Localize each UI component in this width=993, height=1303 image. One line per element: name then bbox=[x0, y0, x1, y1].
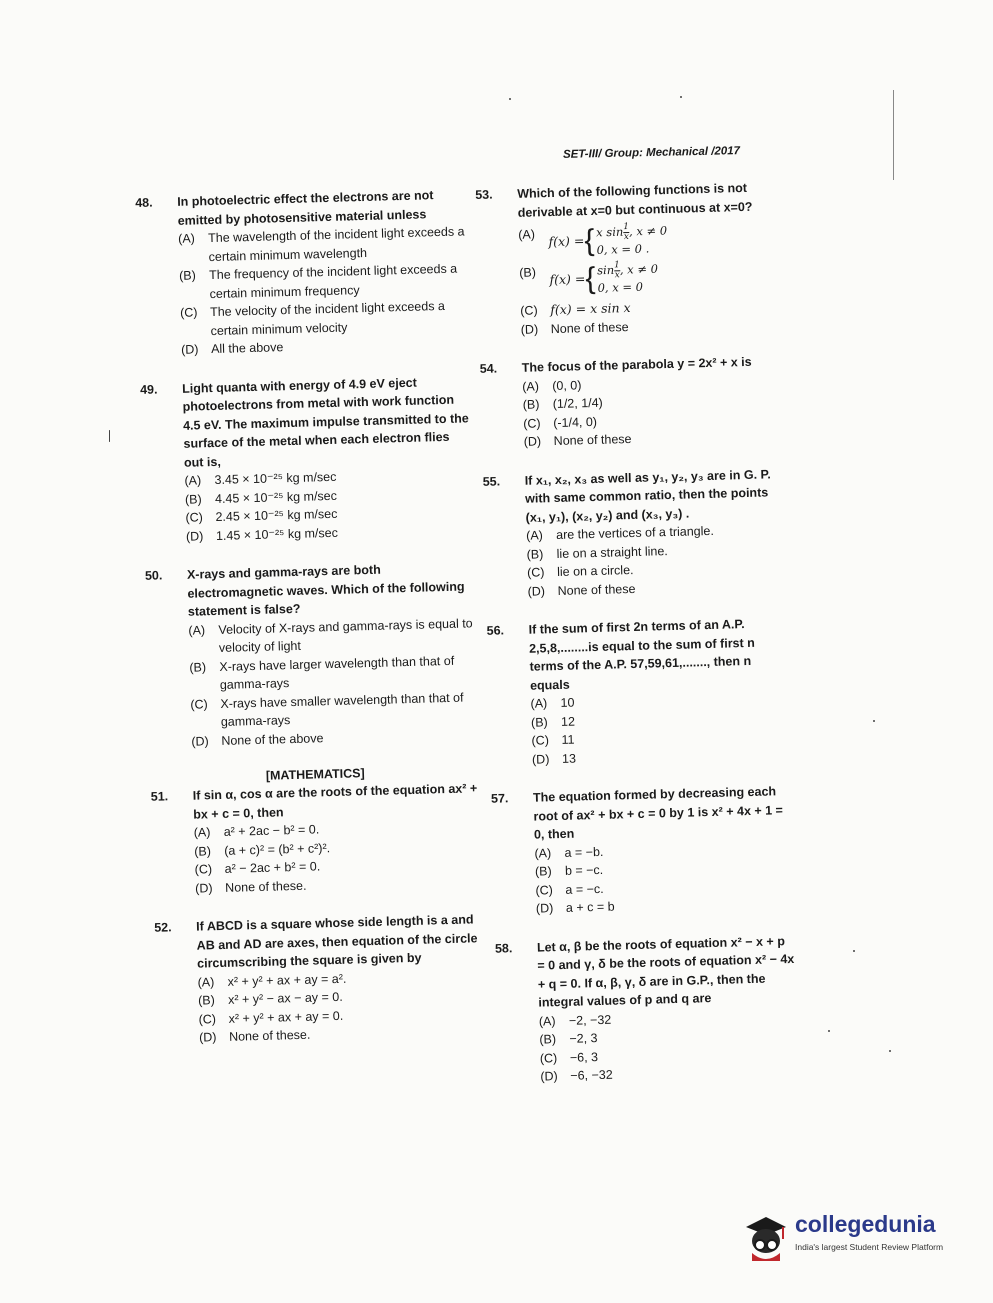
option-label: (A) bbox=[525, 528, 544, 543]
piecewise-function-a bbox=[548, 219, 777, 259]
option-label: (B) bbox=[197, 993, 215, 1008]
question-54 bbox=[480, 352, 782, 452]
option-label: (D) bbox=[535, 901, 554, 916]
option-label: (C) bbox=[526, 565, 545, 580]
option-label: (B) bbox=[539, 1032, 557, 1047]
option-text: a = −c. bbox=[565, 881, 604, 897]
question-body bbox=[187, 558, 480, 750]
option-label: (B) bbox=[530, 714, 548, 730]
question-stem: If the sum of first 2n terms of an A.P. 2,5,8,........is equal to the sum of first n terms of the A.P. 57,59,61,......., then n equals bbox=[528, 617, 755, 693]
option-label: (C) bbox=[198, 1011, 217, 1027]
option-label: (A) bbox=[538, 1013, 556, 1029]
function-lhs: f(x) = bbox=[549, 270, 586, 287]
scan-speck bbox=[509, 98, 511, 100]
option-text: x² + y² + ax + ay = 0. bbox=[228, 1008, 344, 1026]
option-text: x² + y² + ax + ay = a². bbox=[227, 971, 347, 989]
option-text: All the above bbox=[210, 340, 284, 357]
option-label: (B) bbox=[534, 864, 552, 879]
question-stem: Which of the following functions is not derivable at x=0 but continuous at x=0? bbox=[517, 180, 753, 220]
option-text: 13 bbox=[561, 751, 577, 766]
option-label: (D) bbox=[198, 1030, 217, 1045]
option-text: (-1/4, 0) bbox=[553, 414, 598, 430]
option-text: −2, 3 bbox=[569, 1031, 598, 1046]
question-49 bbox=[140, 372, 474, 547]
piece-rows bbox=[596, 222, 668, 258]
option-text: X-rays have smaller wavelength than that of gamma-rays bbox=[220, 690, 464, 729]
question-stem: Light quanta with energy of 4.9 eV eject photoelectrons from metal with work function 4.5 eV. The maximum impulse transmitted to the surface of the metal when each electron flies out is, bbox=[181, 375, 469, 470]
left-column bbox=[135, 185, 488, 1068]
option-text: (1/2, 1/4) bbox=[552, 395, 603, 412]
option-label: (A) bbox=[518, 227, 536, 242]
question-52 bbox=[154, 910, 487, 1048]
question-body bbox=[537, 931, 799, 1086]
option-text: X-rays have larger wavelength than that of gamma-rays bbox=[219, 653, 455, 692]
option-text: None of these bbox=[557, 581, 636, 598]
option-label: (C) bbox=[194, 862, 213, 877]
option-label: (C) bbox=[520, 303, 538, 318]
option-text: −6, −32 bbox=[570, 1067, 613, 1083]
question-48 bbox=[135, 185, 469, 360]
option-text: (0, 0) bbox=[552, 377, 582, 393]
question-body bbox=[533, 782, 794, 918]
option-label: (D) bbox=[527, 583, 546, 599]
option-label: (A) bbox=[188, 622, 206, 638]
question-51 bbox=[151, 779, 484, 899]
question-number: 49. bbox=[139, 381, 158, 397]
option-text: None of these bbox=[550, 319, 629, 336]
logo-wordmark: collegedunia bbox=[795, 1211, 936, 1237]
option-text: The wavelength of the incident light exceeds a certain minimum wavelength bbox=[207, 224, 465, 264]
piece-row2: 0, x = 0 bbox=[597, 279, 644, 295]
question-53 bbox=[475, 178, 779, 340]
option-label: (B) bbox=[184, 491, 202, 507]
left-questions bbox=[135, 185, 487, 1048]
option-label: (C) bbox=[539, 1050, 558, 1066]
option-text: −2, −32 bbox=[568, 1012, 612, 1028]
option-text: lie on a straight line. bbox=[556, 543, 668, 561]
option-text: None of these. bbox=[224, 878, 307, 895]
function-lhs: f(x) = bbox=[548, 232, 585, 249]
question-stem: The equation formed by decreasing each root of ax² + bx + c = 0 by 1 is x² + 4x + 1 = 0, then bbox=[532, 784, 784, 842]
option-label: (B) bbox=[189, 659, 207, 675]
question-number: 58. bbox=[494, 940, 513, 956]
option-b bbox=[519, 257, 778, 298]
scan-speck bbox=[828, 1030, 830, 1032]
logo-tagline: India's largest Student Review Platform bbox=[795, 1242, 944, 1252]
question-body bbox=[182, 372, 474, 546]
question-number: 53. bbox=[475, 187, 493, 202]
brace-icon: { bbox=[584, 261, 596, 296]
option-label: (D) bbox=[520, 321, 539, 337]
option-label: (B) bbox=[526, 546, 544, 562]
question-body bbox=[524, 465, 785, 601]
piecewise-function-b bbox=[549, 257, 778, 297]
option-text: 3.45 × 10⁻²⁵ kg m/sec bbox=[214, 469, 337, 488]
option-text: None of these bbox=[553, 431, 632, 449]
option-label: (B) bbox=[522, 397, 540, 412]
option-text: −6, 3 bbox=[569, 1049, 599, 1065]
question-number: 51. bbox=[150, 789, 169, 804]
option-label: (D) bbox=[523, 434, 542, 449]
scan-speck bbox=[680, 96, 682, 98]
option-label: (C) bbox=[523, 415, 541, 431]
question-58 bbox=[495, 931, 799, 1087]
brace-icon: { bbox=[583, 223, 595, 258]
option-text: (a + c)² = (b² + c²)². bbox=[224, 840, 331, 858]
option-label: (C) bbox=[190, 696, 208, 712]
question-number: 52. bbox=[154, 920, 172, 935]
option-text: 4.45 × 10⁻²⁵ kg m/sec bbox=[214, 488, 338, 506]
option-text: x² + y² − ax − ay = 0. bbox=[227, 989, 343, 1007]
option-label: (C) bbox=[535, 882, 553, 898]
scan-speck bbox=[853, 950, 855, 952]
option-label: (B) bbox=[519, 265, 537, 280]
option-text: b = −c. bbox=[564, 862, 604, 878]
question-55 bbox=[482, 465, 785, 602]
option-text: Velocity of X-rays and gamma-rays is equal to velocity of light bbox=[218, 615, 473, 655]
piece-rows bbox=[597, 260, 659, 296]
fraction: $\frac{1}{x}$ bbox=[613, 260, 620, 281]
option-text: None of these. bbox=[228, 1027, 311, 1044]
question-body bbox=[528, 614, 790, 769]
piece-row1-expr: sin bbox=[596, 262, 615, 278]
question-stem: The focus of the parabola y = 2x² + x is bbox=[521, 354, 752, 375]
option-label: (D) bbox=[540, 1069, 558, 1084]
option-label: (B) bbox=[194, 843, 212, 859]
option-text: The velocity of the incident light exceeds a certain minimum velocity bbox=[209, 298, 446, 338]
option-text: a = −b. bbox=[564, 844, 604, 860]
option-text: a + c = b bbox=[565, 899, 615, 915]
option-label: (A) bbox=[184, 473, 202, 488]
question-stem: If ABCD is a square whose side length is a and AB and AD are axes, then equation of the circle circumscribing the square is given by bbox=[196, 912, 478, 971]
question-stem: If sin α, cos α are the roots of the equation ax² + bx + c = 0, then bbox=[192, 781, 478, 822]
option-text: 1.45 × 10⁻²⁵ kg m/sec bbox=[215, 525, 339, 543]
option-text: None of the above bbox=[221, 730, 324, 748]
option-text: 2.45 × 10⁻²⁵ kg m/sec bbox=[215, 506, 338, 525]
question-57 bbox=[491, 782, 794, 919]
question-body bbox=[177, 185, 469, 359]
option-label: (A) bbox=[530, 696, 548, 711]
option-text: 10 bbox=[560, 695, 575, 710]
piece-row1-cond: , x ≠ 0 bbox=[619, 261, 659, 277]
right-column bbox=[475, 178, 799, 1107]
right-questions bbox=[480, 352, 799, 1087]
page-header: SET-III/ Group: Mechanical /2017 bbox=[562, 145, 741, 161]
option-label: (A) bbox=[178, 231, 196, 246]
option-label: (D) bbox=[195, 880, 213, 896]
question-number: 56. bbox=[486, 623, 505, 638]
option-label: (C) bbox=[185, 510, 204, 525]
option-a bbox=[518, 219, 777, 260]
question-number: 55. bbox=[482, 473, 501, 489]
scan-speck bbox=[889, 1050, 891, 1052]
piece-row1-cond: , x ≠ 0 bbox=[628, 223, 668, 239]
piece-row1-expr: x sin bbox=[595, 224, 624, 240]
question-stem: In photoelectric effect the electrons are not emitted by photosensitive material unless bbox=[177, 188, 434, 228]
question-number: 50. bbox=[144, 568, 163, 583]
piece-row2: 0, x = 0 . bbox=[596, 241, 650, 257]
question-stem: Let α, β be the roots of equation x² − x + p = 0 and γ, δ be the roots of equation x² − 4x + q = 0. If α, β, γ, δ are in G.P., then the integral values of p and q are bbox=[536, 933, 795, 1010]
option-label: (A) bbox=[197, 974, 215, 990]
question-body bbox=[517, 178, 779, 339]
section-heading: [MATHEMATICS] bbox=[265, 766, 365, 783]
option-label: (D) bbox=[180, 342, 199, 357]
option-label: (B) bbox=[178, 268, 197, 283]
question-body bbox=[193, 779, 484, 898]
option-text: 11 bbox=[561, 732, 575, 747]
option-text: 12 bbox=[560, 714, 576, 729]
question-stem: X-rays and gamma-rays are both electromagnetic waves. Which of the following statement is false? bbox=[186, 562, 465, 619]
margin-line bbox=[893, 90, 894, 180]
option-text: The frequency of the incident light exceeds a certain minimum frequency bbox=[208, 261, 458, 301]
question-body bbox=[196, 910, 487, 1047]
collegedunia-logo bbox=[740, 1205, 970, 1265]
student-mascot-icon bbox=[740, 1205, 792, 1263]
question-56 bbox=[486, 614, 790, 770]
option-label: (D) bbox=[185, 528, 204, 544]
fraction: $\frac{1}{x}$ bbox=[623, 221, 630, 243]
option-label: (C) bbox=[531, 733, 550, 748]
option-label: (C) bbox=[179, 305, 198, 320]
scan-speck bbox=[109, 430, 110, 442]
question-number: 57. bbox=[490, 791, 509, 806]
option-text: are the vertices of a triangle. bbox=[555, 523, 715, 542]
scan-speck bbox=[873, 720, 875, 722]
option-text: a² + 2ac − b² = 0. bbox=[223, 822, 320, 839]
question-stem: If x₁, x₂, x₃ as well as y₁, y₂, y₃ are in G. P. with same common ratio, then the points (x₁, y₁), (x₂, y₂) and (x₃, y₃) . bbox=[524, 466, 771, 525]
option-text: f(x) = x sin x bbox=[550, 299, 631, 318]
question-body bbox=[522, 352, 782, 451]
option-label: (A) bbox=[522, 378, 540, 394]
option-text: a² − 2ac + b² = 0. bbox=[224, 859, 321, 876]
option-label: (D) bbox=[531, 751, 550, 767]
question-number: 54. bbox=[479, 361, 498, 376]
option-label: (D) bbox=[191, 733, 209, 749]
option-label: (A) bbox=[193, 825, 211, 840]
question-number: 48. bbox=[135, 195, 153, 210]
option-label: (A) bbox=[534, 845, 552, 861]
option-text: lie on a circle. bbox=[556, 562, 634, 579]
question-50 bbox=[145, 558, 480, 752]
